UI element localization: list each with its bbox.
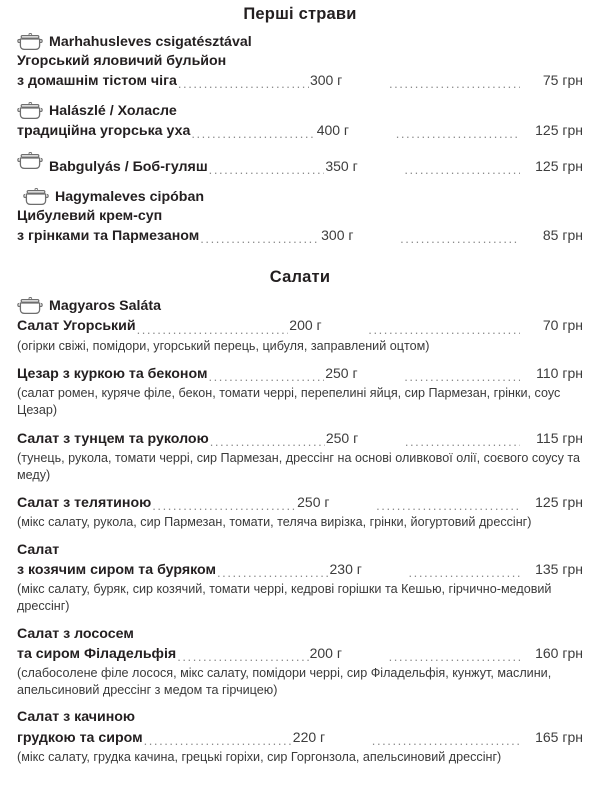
leader-dots xyxy=(376,499,520,513)
leader-dots xyxy=(368,323,520,337)
menu-item-price-row xyxy=(17,226,583,246)
leader-dots xyxy=(404,163,520,177)
menu-section-salads xyxy=(17,257,583,766)
menu-item[interactable] xyxy=(17,429,583,485)
menu-item-title-line: Салат xyxy=(17,541,60,558)
leader-dots xyxy=(405,435,520,449)
leader-dots xyxy=(217,566,328,580)
menu-item-name: Салат Угорський xyxy=(17,318,136,335)
menu-item-ingredients: (огірки свіжі, помідори, угорський перець, цибуля, заправлений оцтом) xyxy=(17,338,430,353)
menu-item[interactable] xyxy=(17,152,583,177)
leader-dots xyxy=(137,323,289,337)
menu-item-name: Салат з телятиною xyxy=(17,495,152,512)
menu-item-ingredients: (слабосолене філе лосося, мікс салату, помідори черрі, сир Філадельфія, кунжут, маслини, апельсиновий дрессінг з медом та гірчицею) xyxy=(17,665,552,698)
menu-item-price: 125 грн xyxy=(535,158,583,175)
menu-item-original-name: Halászlé / Холасле xyxy=(49,103,177,120)
menu-item-header xyxy=(17,102,583,121)
pot-icon xyxy=(17,101,43,120)
menu-item-price: 135 грн xyxy=(535,560,583,577)
menu-item-ingredients: (мікс салату, буряк, сир козячий, томати черрі, кедрові горішки та Кешью, гірчично-медовий дрессінг) xyxy=(17,581,552,614)
leader-dots xyxy=(152,499,296,513)
menu-item-name: Babgulyás / Боб-гуляш xyxy=(49,159,208,176)
menu-item-weight: 220 г xyxy=(292,728,326,745)
menu-item[interactable] xyxy=(17,364,583,420)
leader-dots xyxy=(209,163,325,177)
menu-item-name: грудкою та сиром xyxy=(17,729,143,746)
menu-item-price: 125 грн xyxy=(535,122,584,139)
menu-item[interactable] xyxy=(17,102,583,141)
menu-item-price-row xyxy=(17,728,583,748)
menu-item-weight: 300 г xyxy=(309,72,343,89)
leader-dots xyxy=(404,370,520,384)
menu-item[interactable] xyxy=(17,625,583,700)
menu-item-price: 125 грн xyxy=(535,494,583,511)
leader-dots xyxy=(372,734,520,748)
menu-item-weight: 250 г xyxy=(297,494,330,511)
menu-item[interactable] xyxy=(17,297,583,354)
menu-item-original-name: Magyaros Saláta xyxy=(49,298,161,315)
pot-icon xyxy=(23,187,49,206)
leader-dots xyxy=(178,77,309,91)
menu-item-header xyxy=(17,188,583,207)
menu-item-price-row xyxy=(17,429,583,449)
menu-item-header xyxy=(17,33,583,52)
menu-item-title-line: Угорський яловичий бульйон xyxy=(17,53,227,70)
pot-icon xyxy=(17,32,43,51)
menu-item-ingredients: (мікс салату, грудка качина, грецькі горіхи, сир Горгонзола, апельсиновий дрессінг) xyxy=(17,749,502,764)
menu-item-price-row xyxy=(17,121,583,141)
menu-item-weight: 200 г xyxy=(309,644,342,661)
leader-dots xyxy=(191,127,315,141)
menu-item-price-row xyxy=(17,493,583,513)
menu-item-header xyxy=(17,297,583,316)
menu-item-name: з козячим сиром та буряком xyxy=(17,561,217,578)
menu-item-ingredients: (тунець, рукола, томати черрі, сир Пармезан, дрессінг на основі оливкової олії, соєвого соусу та меду) xyxy=(17,450,581,483)
leader-dots xyxy=(200,232,320,246)
menu-item-price: 75 грн xyxy=(542,72,583,89)
leader-dots xyxy=(400,232,520,246)
menu-item-original-name: Hagymaleves cipóban xyxy=(55,189,205,206)
menu-item-price-row xyxy=(17,316,583,336)
leader-dots xyxy=(396,127,520,141)
menu-item[interactable] xyxy=(17,708,583,765)
leader-dots xyxy=(409,566,520,580)
menu-item-price: 110 грн xyxy=(536,364,583,381)
section-title: Перші страви xyxy=(243,5,357,23)
menu-item-weight: 250 г xyxy=(325,364,358,381)
menu-item-ingredients: (мікс салату, рукола, сир Пармезан, томати, теляча вирізка, грінки, йогуртовий дрессінг) xyxy=(17,515,532,530)
menu-item-ingredients: (салат ромен, куряче філе, бекон, томати черрі, перепелині яйця, сир Пармезан, грінки, соус Цезар) xyxy=(17,385,561,418)
pot-icon xyxy=(17,151,43,170)
leader-dots xyxy=(389,650,520,664)
menu-item-weight: 200 г xyxy=(289,317,322,334)
leader-dots xyxy=(177,650,308,664)
menu-item-original-name: Marhahusleves csigatésztával xyxy=(49,34,252,51)
menu-item-price-row xyxy=(17,560,583,580)
menu-item-name: з домашнім тістом чіга xyxy=(17,73,177,90)
menu-item[interactable] xyxy=(17,493,583,531)
menu-item-price-row xyxy=(17,152,583,177)
menu-item-price: 85 грн xyxy=(542,227,583,244)
menu-item-price: 115 грн xyxy=(536,429,583,446)
pot-icon xyxy=(17,296,43,315)
section-title: Салати xyxy=(269,268,331,287)
menu-item-name: Салат з тунцем та руколою xyxy=(17,430,209,447)
menu-item-title-line: Цибулевий крем-суп xyxy=(17,208,163,225)
menu-item-weight: 350 г xyxy=(325,158,358,175)
menu-item[interactable] xyxy=(17,33,583,91)
menu-section-first-courses xyxy=(17,0,583,246)
menu-item-price: 160 грн xyxy=(535,644,583,661)
menu-item-price-row xyxy=(17,364,583,384)
menu-item-title-line: Салат з лососем xyxy=(17,625,134,642)
menu-item-weight: 230 г xyxy=(329,560,362,577)
leader-dots xyxy=(208,370,324,384)
menu-item-price: 70 грн xyxy=(542,317,583,334)
menu-item[interactable] xyxy=(17,541,583,616)
menu-item-price-row xyxy=(17,644,583,664)
menu-item-price-row xyxy=(17,71,583,91)
menu-item-name: з грінками та Пармезаном xyxy=(17,228,200,245)
leader-dots xyxy=(210,435,325,449)
menu-item-weight: 250 г xyxy=(325,429,359,446)
leader-dots xyxy=(144,734,292,748)
menu-item[interactable] xyxy=(17,188,583,246)
menu-item-price: 165 грн xyxy=(535,728,583,745)
menu-item-name: Цезар з куркою та беконом xyxy=(17,365,208,382)
menu-item-weight: 400 г xyxy=(316,122,350,139)
menu-item-name: традиційна угорська уха xyxy=(17,123,191,140)
leader-dots xyxy=(389,77,520,91)
menu-item-name: та сиром Філадельфія xyxy=(17,645,177,662)
menu-item-title-line: Салат з качиною xyxy=(17,709,136,726)
menu-item-weight: 300 г xyxy=(321,227,354,244)
